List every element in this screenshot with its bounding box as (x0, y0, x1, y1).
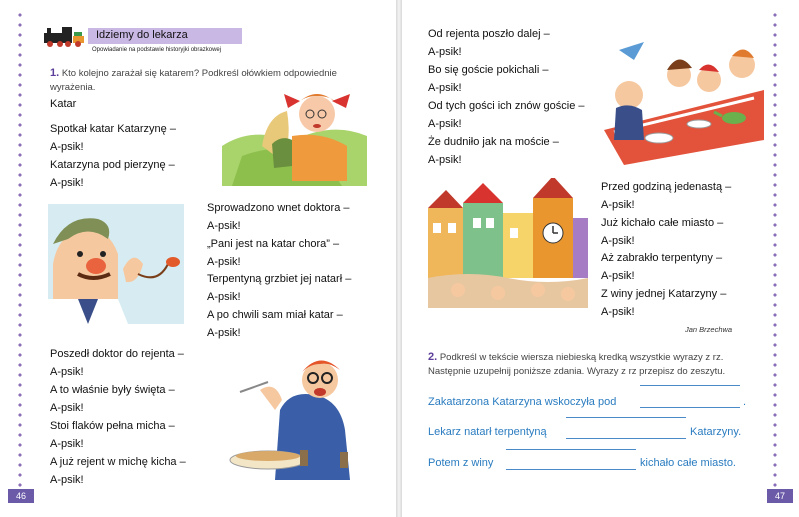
notary-sneezing-illustration (220, 350, 370, 480)
stanza-8-line-2: A-psik! (601, 199, 635, 211)
fill-line-2-guide (566, 417, 686, 418)
stanza-2-line-4: A-psik! (207, 256, 241, 268)
sentence-3-start: Potem z winy (428, 457, 494, 469)
task1-number: 1. (50, 67, 60, 79)
stanza-3-line-2: A-psik! (207, 291, 241, 303)
stanza-5-line-1: Stoi flaków pełna micha – (50, 420, 175, 432)
stanza-8-line-4: A-psik! (601, 235, 635, 247)
fill-line-3[interactable] (506, 469, 636, 470)
stanza-6 (428, 25, 550, 97)
stanza-1-line-2: A-psik! (50, 141, 84, 153)
stanza-9-line-1: Aż zabrakło terpentyny – (601, 252, 723, 264)
stanza-3-line-4: A-psik! (207, 327, 241, 339)
stanza-1-line-1: Spotkał katar Katarzynę – (50, 123, 176, 135)
stanza-6-line-1: Od rejenta poszło dalej – (428, 28, 550, 40)
stanza-4-line-3: A to właśnie były święta – (50, 384, 175, 396)
stanza-9-line-2: A-psik! (601, 270, 635, 282)
task2-instruction (428, 350, 768, 379)
stanza-6-line-4: A-psik! (428, 82, 462, 94)
stanza-7-line-2: A-psik! (428, 118, 462, 130)
dotted-border-left (18, 10, 22, 487)
fill-line-1[interactable] (640, 407, 740, 408)
stanza-1-line-4: A-psik! (50, 177, 84, 189)
katarzyna-in-bed-illustration (222, 86, 367, 186)
guests-sneezing-illustration (604, 20, 764, 165)
stanza-6-line-2: A-psik! (428, 46, 462, 58)
stanza-4 (50, 345, 184, 417)
stanza-2 (207, 199, 349, 271)
town-sneezing-illustration (428, 178, 588, 308)
stanza-7-line-4: A-psik! (428, 154, 462, 166)
stanza-9-line-4: A-psik! (601, 306, 635, 318)
page-subtitle: Opowiadanie na podstawie historyjki obrazkowej (92, 47, 222, 53)
stanza-3 (207, 270, 351, 342)
stanza-4-line-4: A-psik! (50, 402, 84, 414)
page-title: Idziemy do lekarza (96, 29, 188, 41)
poem-title: Katar (50, 98, 77, 110)
sentence-3-end: kichało całe miasto. (640, 457, 736, 469)
stanza-8-line-3: Już kichało całe miasto – (601, 217, 724, 229)
stanza-9 (601, 249, 726, 321)
stanza-9-line-3: Z winy jednej Katarzyny – (601, 288, 727, 300)
stanza-2-line-3: „Pani jest na katar chora” – (207, 238, 340, 250)
stanza-8 (601, 178, 731, 250)
stanza-7 (428, 97, 585, 169)
stanza-5 (50, 417, 186, 489)
task2-text-line2: Następnie uzupełnij poniższe zdania. Wyrazy z rz przepisz do zeszytu. (428, 366, 726, 377)
stanza-5-line-2: A-psik! (50, 438, 84, 450)
sentence-2-start: Lekarz natarł terpentyną (428, 426, 547, 438)
stanza-2-line-1: Sprowadzono wnet doktora – (207, 202, 350, 214)
sentence-2-end: Katarzyny. (690, 426, 742, 438)
stanza-3-line-1: Terpentyną grzbiet jej natarł – (207, 273, 352, 285)
stanza-7-line-1: Od tych gości ich znów goście – (428, 100, 585, 112)
left-page (0, 0, 396, 517)
stanza-8-line-1: Przed godziną jedenastą – (601, 181, 732, 193)
stanza-6-line-3: Bo się goście pokichali – (428, 64, 549, 76)
page-number-left: 46 (8, 489, 34, 503)
train-icon (42, 24, 86, 48)
page-number-right: 47 (767, 489, 793, 503)
task2-number: 2. (428, 351, 438, 363)
fill-line-1-guide (640, 385, 740, 386)
task1-text: Kto kolejno zarażał się katarem? Podkreśl ołówkiem odpowiednie wyrażenia. (50, 68, 337, 93)
stanza-5-line-4: A-psik! (50, 474, 84, 486)
fill-line-2[interactable] (566, 438, 686, 439)
stanza-5-line-3: A już rejent w michę kicha – (50, 456, 186, 468)
stanza-7-line-3: Że dudniło jak na moście – (428, 136, 559, 148)
sentence-1-end: . (743, 396, 747, 408)
stanza-2-line-2: A-psik! (207, 220, 241, 232)
fill-line-3-guide (506, 449, 636, 450)
stanza-4-line-1: Poszedł doktor do rejenta – (50, 348, 184, 360)
stanza-3-line-3: A po chwili sam miał katar – (207, 309, 343, 321)
dotted-border-right (773, 10, 777, 487)
stanza-1 (50, 120, 176, 192)
stanza-1-line-3: Katarzyna pod pierzynę – (50, 159, 175, 171)
doctor-illustration (48, 204, 184, 324)
task2-text-line1: Podkreśl w tekście wiersza niebieską kredką wszystkie wyrazy z rz. (439, 352, 724, 363)
poem-author: Jan Brzechwa (685, 325, 733, 334)
stanza-4-line-2: A-psik! (50, 366, 84, 378)
sentence-1-start: Zakatarzona Katarzyna wskoczyła pod (428, 396, 617, 408)
